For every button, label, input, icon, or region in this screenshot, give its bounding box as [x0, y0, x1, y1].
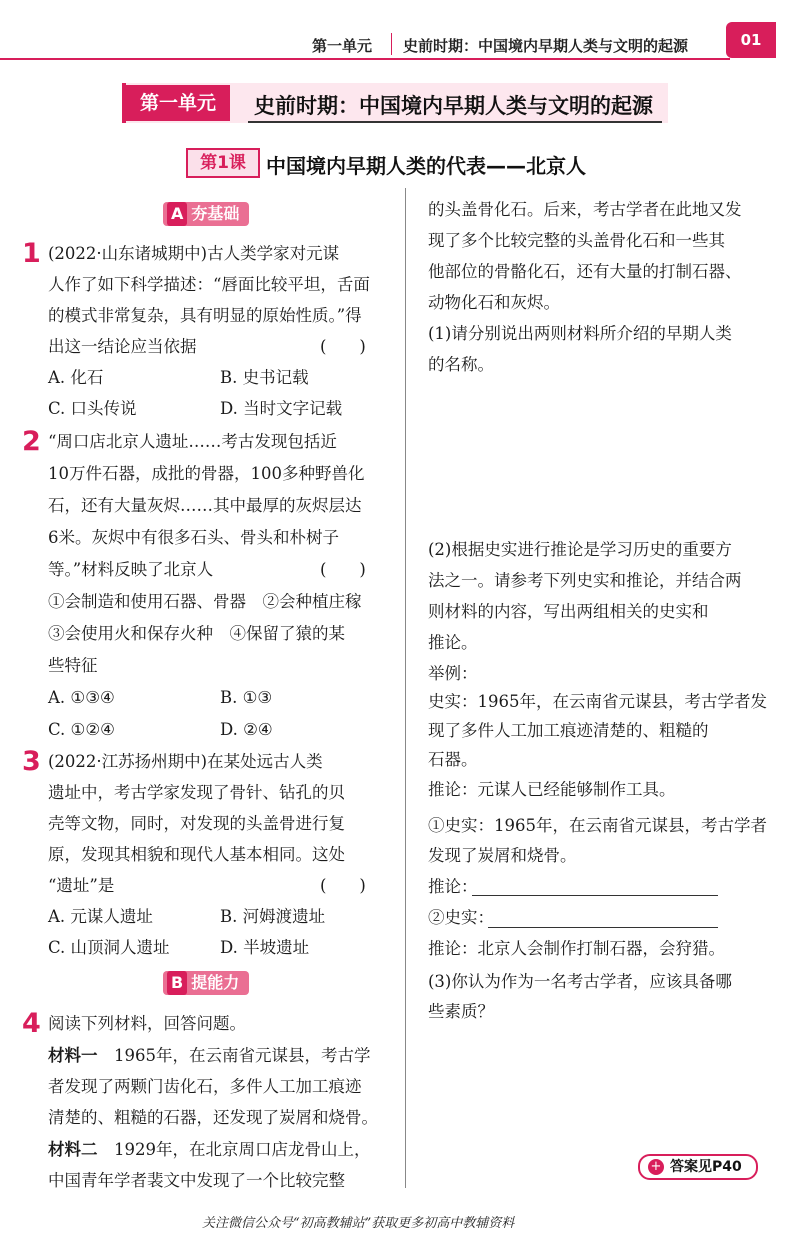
- section-b-label: [163, 971, 249, 995]
- r-p2-2: 法之一。请参考下列史实和推论，并结合两: [428, 571, 742, 590]
- unit-label: 第一单元: [126, 85, 230, 121]
- q1-line-2: 人作了如下科学描述：“唇面比较平坦，舌面: [48, 275, 370, 294]
- r-fact2-label: ②史实：: [428, 908, 494, 927]
- header-title: 史前时期：中国境内早期人类与文明的起源: [403, 37, 689, 55]
- q4-material-1-line-1: [48, 1046, 371, 1066]
- unit-title-underline: [248, 121, 662, 123]
- q2-item-line-1: ①会制造和使用石器、骨器 ②会种植庄稼: [48, 592, 362, 611]
- q3-option-a[interactable]: A. 元谋人遗址: [48, 907, 153, 926]
- q3-line-2: 遗址中，考古学家发现了骨针、钻孔的贝: [48, 783, 345, 802]
- footer-note: 关注微信公众号“初高教辅站”获取更多初高中教辅资料: [202, 1216, 515, 1231]
- q2-option-d[interactable]: D. ②④: [220, 720, 273, 739]
- lesson-label: 第1课: [186, 148, 260, 178]
- question-1-number: 1: [22, 238, 41, 269]
- q2-option-c[interactable]: C. ①②④: [48, 720, 115, 739]
- q2-item-line-3: 些特征: [48, 656, 98, 675]
- q2-option-b[interactable]: B. ①③: [220, 688, 273, 707]
- q2-line-2: 10万件石器，成批的骨器，100多种野兽化: [48, 464, 365, 483]
- q1-line-4: 出这一结论应当依据: [48, 337, 197, 356]
- q3-line-5: “遗址”是: [48, 876, 115, 895]
- q4-material-2-line-1: [48, 1140, 371, 1160]
- question-2-number: 2: [22, 426, 41, 457]
- lesson-title: 中国境内早期人类的代表——北京人: [266, 154, 586, 178]
- question-4-number: 4: [22, 1008, 41, 1039]
- q1-option-a[interactable]: A. 化石: [48, 368, 104, 387]
- section-a-text: 夯基础: [191, 204, 240, 223]
- header-unit: 第一单元: [312, 37, 373, 55]
- q4-material-1-line-3: 清楚的、粗糙的石器，还发现了炭屑和烧骨。: [48, 1108, 378, 1127]
- header-separator: [391, 33, 392, 55]
- r-ex-inference: 推论：元谋人已经能够制作工具。: [428, 780, 676, 799]
- r-fact1-2: 发现了炭屑和烧骨。: [428, 846, 577, 865]
- answer-reference: 答案见P40: [638, 1154, 758, 1180]
- q3-line-3: 壳等文物，同时，对发现的头盖骨进行复: [48, 814, 345, 833]
- material-2-label: 材料二: [48, 1140, 98, 1159]
- page-number: 01: [726, 22, 776, 58]
- section-a-letter: A: [167, 202, 187, 226]
- material-1-text-1: 1965年，在云南省元谋县，考古学: [97, 1046, 371, 1065]
- r-p3-2: 些素质？: [428, 1002, 494, 1021]
- material-2-text-1: 1929年，在北京周口店龙骨山上，: [97, 1140, 371, 1159]
- q3-option-c[interactable]: C. 山顶洞人遗址: [48, 938, 170, 957]
- r-inference2: 推论：北京人会制作打制石器，会狩猎。: [428, 939, 725, 958]
- q3-option-b[interactable]: B. 河姆渡遗址: [220, 907, 326, 926]
- fact-2-answer-blank[interactable]: [488, 926, 718, 928]
- r-cont-4: 动物化石和灰烬。: [428, 293, 560, 312]
- r-ex-fact-1: 史实：1965年，在云南省元谋县，考古学者发: [428, 692, 767, 711]
- section-b-text: 提能力: [191, 973, 240, 992]
- unit-title: 史前时期：中国境内早期人类与文明的起源: [254, 94, 653, 118]
- r-p1-2: 的名称。: [428, 355, 494, 374]
- r-ex-fact-2: 现了多件人工加工痕迹清楚的、粗糙的: [428, 721, 709, 740]
- question-3-number: 3: [22, 746, 41, 777]
- q1-answer-paren: ( ): [320, 337, 366, 356]
- r-p3-1: (3)你认为作为一名考古学者，应该具备哪: [428, 972, 732, 991]
- inference-1-answer-blank[interactable]: [472, 894, 718, 896]
- q2-option-a[interactable]: A. ①③④: [48, 688, 115, 707]
- r-cont-3: 他部位的骨骼化石，还有大量的打制石器、: [428, 262, 742, 281]
- material-1-label: 材料一: [48, 1046, 98, 1065]
- column-divider: [405, 188, 406, 1188]
- q4-material-1-line-2: 者发现了两颗门齿化石，多件人工加工痕迹: [48, 1077, 362, 1096]
- q1-line-1: (2022·山东诸城期中)古人类学家对元谋: [48, 244, 340, 263]
- q4-intro: 阅读下列材料，回答问题。: [48, 1014, 246, 1033]
- q1-line-3: 的模式非常复杂，具有明显的原始性质。”得: [48, 306, 362, 325]
- q2-line-4: 6米。灰烬中有很多石头、骨头和朴树子: [48, 528, 339, 547]
- r-fact1-1: ①史实：1965年，在云南省元谋县，考古学者: [428, 816, 767, 835]
- section-b-letter: B: [167, 971, 187, 995]
- q1-option-c[interactable]: C. 口头传说: [48, 399, 137, 418]
- q2-item-line-2: ③会使用火和保存火种 ④保留了猿的某: [48, 624, 345, 643]
- plus-circle-icon: +: [648, 1159, 664, 1175]
- r-cont-2: 现了多个比较完整的头盖骨化石和一些其: [428, 231, 725, 250]
- r-p2-4: 推论。: [428, 633, 478, 652]
- q3-option-d[interactable]: D. 半坡遗址: [220, 938, 310, 957]
- q2-line-5: 等。”材料反映了北京人: [48, 560, 214, 579]
- q3-line-1: (2022·江苏扬州期中)在某处远古人类: [48, 752, 323, 771]
- r-cont-1: 的头盖骨化石。后来，考古学者在此地又发: [428, 200, 742, 219]
- header-rule: [0, 58, 730, 60]
- section-a-label: [163, 202, 249, 226]
- q1-option-b[interactable]: B. 史书记载: [220, 368, 309, 387]
- r-p2-3: 则材料的内容，写出两组相关的史实和: [428, 602, 709, 621]
- q4-material-2-line-2: 中国青年学者裴文中发现了一个比较完整: [48, 1171, 345, 1190]
- q2-line-3: 石，还有大量灰烬……其中最厚的灰烬层达: [48, 496, 362, 515]
- q3-answer-paren: ( ): [320, 876, 366, 895]
- q3-line-4: 原，发现其相貌和现代人基本相同。这处: [48, 845, 345, 864]
- r-ex-fact-3: 石器。: [428, 750, 478, 769]
- r-p1-1: (1)请分别说出两则材料所介绍的早期人类: [428, 324, 732, 343]
- r-inference1-label: 推论：: [428, 877, 478, 896]
- q2-line-1: “周口店北京人遗址……考古发现包括近: [48, 432, 337, 451]
- q2-answer-paren: ( ): [320, 560, 366, 579]
- r-example-label: 举例：: [428, 664, 478, 683]
- r-p2-1: (2)根据史实进行推论是学习历史的重要方: [428, 540, 732, 559]
- q1-option-d[interactable]: D. 当时文字记载: [220, 399, 343, 418]
